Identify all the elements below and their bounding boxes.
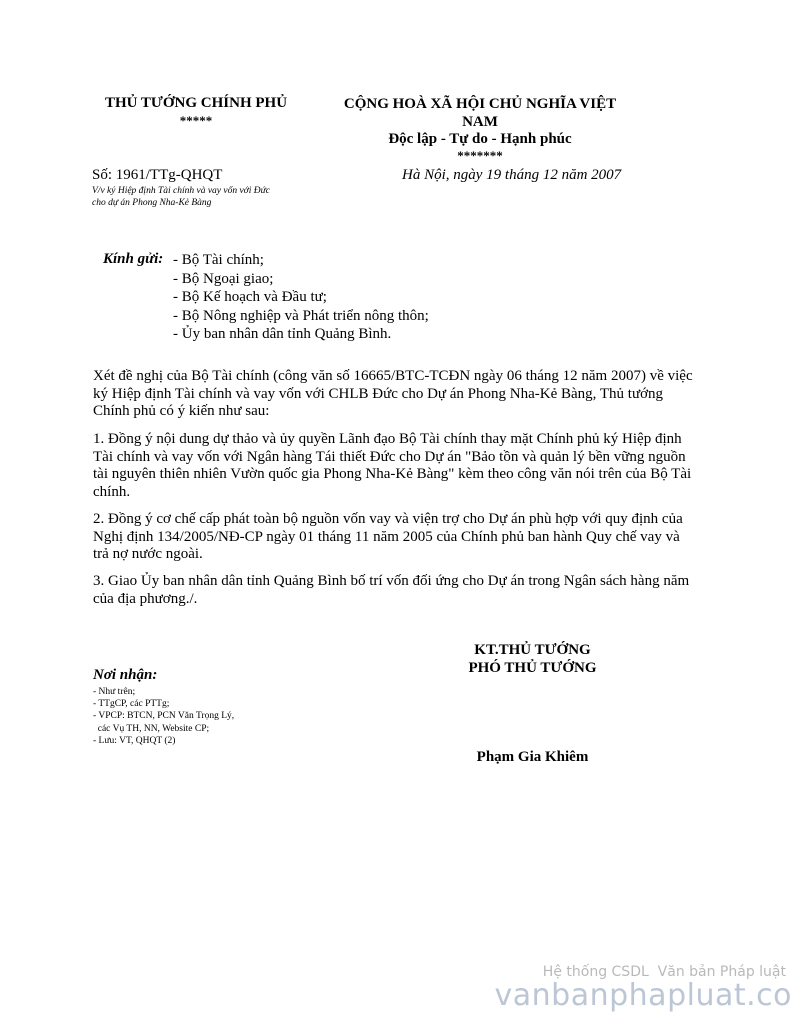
national-title: [310, 95, 650, 131]
body-paragraph-2: 2. Đồng ý cơ chế cấp phát toàn bộ nguồn vốn vay và viện trợ cho Dự án phù hợp với quy định của Nghị định 134/2005/NĐ-CP ngày 01 tháng 11 năm 2005 của Chính phủ ban hành Quy chế vay và trả nợ nước ngoài.: [93, 511, 683, 562]
place-and-date: Hà Nội, ngày 19 tháng 12 năm 2007: [402, 167, 622, 183]
body-paragraph-1: 1. Đồng ý nội dung dự thảo và ủy quyền Lãnh đạo Bộ Tài chính thay mặt Chính phủ ký Hiệp định Tài chính và vay vốn với Ngân hàng Tái thiết Đức cho Dự án "Bảo tồn và quản lý bền vững nguồn tài nguyên thiên nhiên Vườn quốc gia Phong Nha-Kẻ Bàng" kèm theo công văn nói trên của Bộ Tài chính.: [93, 431, 692, 500]
recipient-item: - Ủy ban nhân dân tỉnh Quảng Bình.: [173, 326, 392, 342]
document-subject-line2: cho dự án Phong Nha-Kẻ Bàng: [92, 198, 212, 208]
document-subject-line1: V/v ký Hiệp định Tài chính và vay vốn với Đức: [92, 186, 271, 196]
watermark-caption: Hệ thống CSDL Văn bản Pháp luật: [542, 964, 786, 980]
cc-item: - Như trên;: [93, 687, 136, 697]
cc-item: - TTgCP, các PTTg;: [93, 699, 170, 710]
recipients-list: [173, 251, 429, 344]
cc-item: các Vụ TH, NN, Website CP;: [93, 723, 210, 734]
national-motto: Độc lập - Tự do - Hạnh phúc: [388, 131, 572, 147]
cc-list: [93, 686, 234, 747]
signer-name: Phạm Gia Khiêm: [476, 749, 589, 765]
signature-title: [440, 641, 625, 677]
recipients-label: Kính gửi:: [103, 251, 164, 267]
recipient-item: - Bộ Tài chính;: [173, 252, 264, 268]
signature-title-line1: KT.THỦ TƯỚNG: [474, 642, 591, 658]
issuing-authority: THỦ TƯỚNG CHÍNH PHỦ: [104, 95, 288, 111]
authority-stars: *****: [179, 113, 213, 128]
document-number: Số: 1961/TTg-QHQT: [92, 167, 223, 183]
signature-title-line2: PHÓ THỦ TƯỚNG: [468, 660, 597, 676]
document-subject: [92, 185, 322, 209]
recipient-item: - Bộ Ngoại giao;: [173, 270, 274, 287]
national-title-line2: NAM: [462, 114, 498, 130]
cc-label: Nơi nhận:: [93, 667, 158, 683]
cc-item: - VPCP: BTCN, PCN Văn Trọng Lý,: [93, 711, 235, 722]
motto-stars: *******: [457, 148, 503, 163]
national-title-line1: CỘNG HOÀ XÃ HỘI CHỦ NGHĨA VIỆT: [343, 96, 617, 112]
watermark-site: vanbanphapluat.co: [494, 978, 792, 1013]
body-paragraph-3: 3. Giao Ủy ban nhân dân tỉnh Quảng Bình bố trí vốn đối ứng cho Dự án trong Ngân sách hàng năm của địa phương./.: [93, 573, 690, 607]
body-paragraph-intro: Xét đề nghị của Bộ Tài chính (công văn số 16665/BTC-TCĐN ngày 06 tháng 12 năm 2007) về việc ký Hiệp định Tài chính và vay vốn với CHLB Đức cho Dự án Phong Nha-Kẻ Bàng, Thủ tướng Chính phủ có ý kiến như sau:: [93, 368, 693, 419]
recipient-item: - Bộ Nông nghiệp và Phát triển nông thôn;: [173, 307, 429, 324]
recipient-item: - Bộ Kế hoạch và Đầu tư;: [173, 289, 327, 305]
cc-item: - Lưu: VT, QHQT (2): [93, 735, 176, 746]
